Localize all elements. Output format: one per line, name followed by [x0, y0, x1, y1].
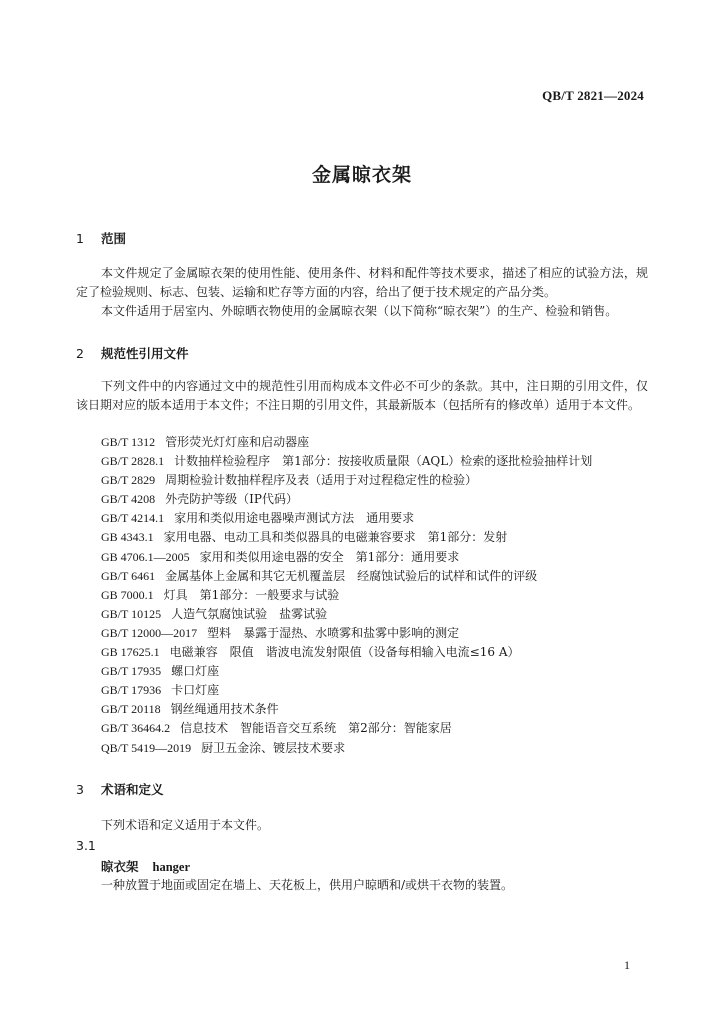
reference-code: GB 17625.1 [101, 645, 160, 660]
reference-title: 家用和类似用途电器噪声测试方法 通用要求 [174, 511, 415, 526]
reference-title: 家用和类似用途电器的安全 第1部分：通用要求 [199, 549, 460, 564]
reference-title: 人造气氛腐蚀试验 盐雾试验 [171, 606, 328, 621]
reference-item [101, 586, 592, 605]
reference-list [101, 433, 592, 758]
reference-title: 厨卫五金涂、镀层技术要求 [201, 740, 346, 755]
reference-code: GB/T 17935 [101, 664, 162, 679]
reference-item [101, 509, 592, 528]
reference-code: GB/T 20118 [101, 702, 161, 717]
reference-item [101, 719, 592, 738]
reference-item [101, 433, 592, 452]
reference-title: 外壳防护等级（IP代码） [165, 492, 298, 507]
reference-item [101, 662, 592, 681]
term-chinese: 晾衣架 [101, 859, 139, 874]
document-title: 金属晾衣架 [311, 164, 412, 186]
reference-code: GB/T 2828.1 [101, 454, 165, 469]
section-number: 2 [76, 346, 84, 361]
reference-title: 金属基体上金属和其它无机覆盖层 经腐蚀试验后的试样和试件的评级 [165, 568, 538, 583]
section-title: 范围 [101, 231, 127, 246]
reference-title: 电磁兼容 限值 谐波电流发射限值（设备每相输入电流≤16 A） [169, 645, 520, 660]
section-heading-normative-references [76, 344, 189, 362]
reference-title: 钢丝绳通用技术条件 [170, 702, 279, 717]
reference-code: GB/T 17936 [101, 683, 162, 698]
reference-code: GB/T 4208 [101, 492, 156, 507]
reference-item [101, 681, 592, 700]
reference-item [101, 605, 592, 624]
section-number: 1 [76, 231, 84, 246]
reference-title: 计数抽样检验程序 第1部分：按接收质量限（AQL）检索的逐批检验抽样计划 [174, 454, 593, 469]
reference-item [101, 490, 592, 509]
reference-item [101, 700, 592, 719]
reference-code: GB 4706.1—2005 [101, 549, 190, 564]
section-heading-scope [76, 229, 126, 247]
reference-item [101, 452, 592, 471]
reference-item [101, 567, 592, 586]
reference-title: 管形荧光灯灯座和启动器座 [165, 435, 310, 449]
reference-code: GB 4343.1 [101, 530, 154, 545]
reference-title: 塑料 暴露于湿热、水喷雾和盐雾中影响的测定 [207, 625, 460, 640]
section-title: 术语和定义 [101, 782, 164, 797]
reference-code: GB 7000.1 [101, 587, 154, 602]
terms-intro-paragraph: 下列术语和定义适用于本文件。 [101, 818, 270, 832]
reference-title: 卡口灯座 [171, 683, 220, 698]
reference-code: GB/T 12000—2017 [101, 625, 198, 640]
reference-code: GB/T 6461 [101, 568, 156, 583]
reference-title: 家用电器、电动工具和类似器具的电磁兼容要求 第1部分：发射 [163, 530, 508, 545]
references-intro-paragraph: 下列文件中的内容通过文中的规范性引用而构成本文件必不可少的条款。其中，注日期的引用文件，仅该日期对应的版本适用于本文件；不注日期的引用文件，其最新版本（包括所有的修改单）适用于本文件。 [76, 379, 648, 412]
section-heading-terms-definitions [76, 780, 164, 798]
page-number: 1 [624, 958, 630, 972]
reference-title: 灯具 第1部分：一般要求与试验 [163, 587, 340, 602]
reference-title: 螺口灯座 [171, 664, 220, 679]
section-title: 规范性引用文件 [101, 346, 189, 361]
term-number: 3.1 [76, 838, 96, 853]
reference-item [101, 548, 592, 567]
reference-item [101, 471, 592, 490]
reference-item [101, 528, 592, 547]
term-english: hanger [152, 860, 191, 874]
section-number: 3 [76, 782, 84, 797]
reference-code: GB/T 4214.1 [101, 511, 165, 526]
term-definition: 一种放置于地面或固定在墙上、天花板上，供用户晾晒和/或烘干衣物的装置。 [101, 878, 514, 892]
reference-code: GB/T 2829 [101, 473, 156, 488]
reference-title: 信息技术 智能语音交互系统 第2部分：智能家居 [180, 721, 452, 736]
reference-code: QB/T 5419—2019 [101, 740, 192, 755]
reference-code: GB/T 36464.2 [101, 721, 171, 736]
reference-item [101, 643, 592, 662]
reference-item [101, 624, 592, 643]
reference-code: GB/T 10125 [101, 606, 162, 621]
reference-code: GB/T 1312 [101, 435, 156, 449]
reference-title: 周期检验计数抽样程序及表（适用于对过程稳定性的检验） [165, 473, 478, 488]
standard-code: QB/T 2821—2024 [542, 88, 644, 103]
scope-paragraph-2: 本文件适用于居室内、外晾晒衣物使用的金属晾衣架（以下简称“晾衣架”）的生产、检验和销售。 [101, 304, 618, 318]
term-entry [101, 857, 190, 875]
scope-paragraph-1: 本文件规定了金属晾衣架的使用性能、使用条件、材料和配件等技术要求，描述了相应的试验方法，规定了检验规则、标志、包装、运输和贮存等方面的内容，给出了便于技术规定的产品分类。 [76, 266, 648, 299]
reference-item [101, 739, 592, 758]
